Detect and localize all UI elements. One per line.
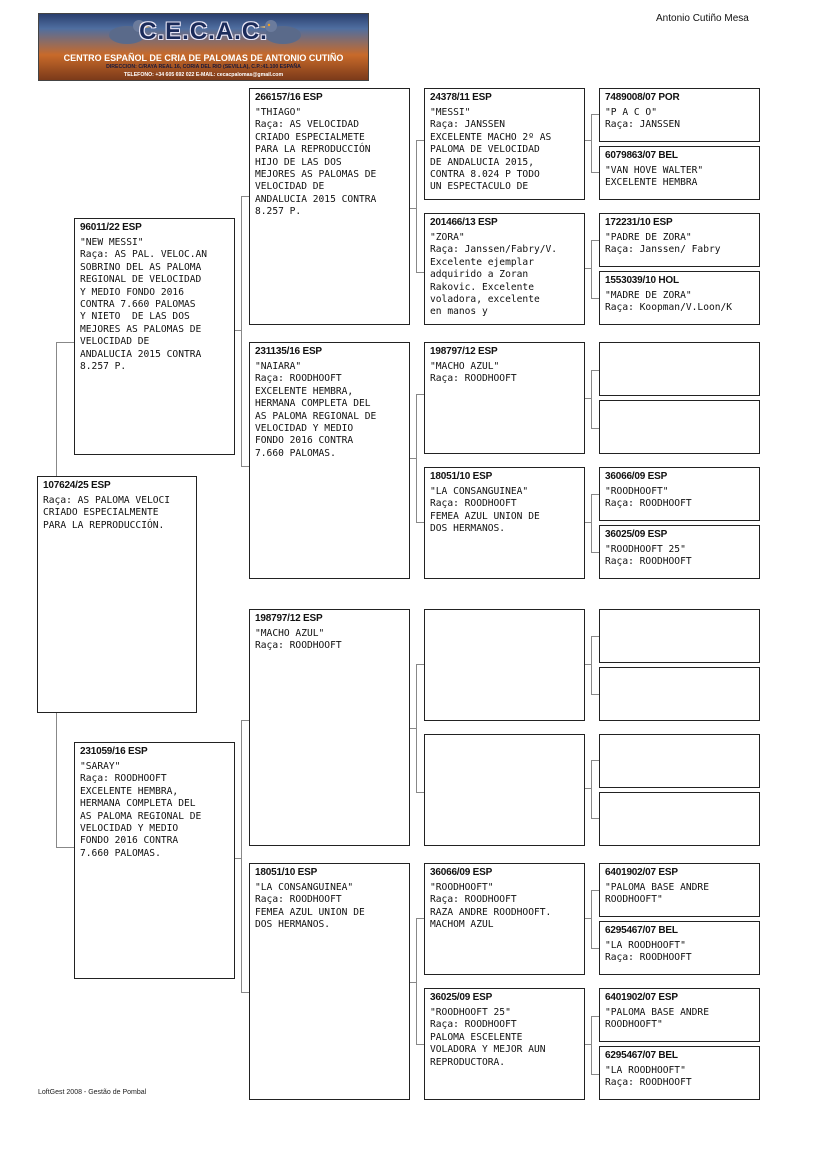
pigeon-description: "PALOMA BASE ANDRE ROODHOOFT" (605, 882, 709, 906)
pigeon-description: "NEW MESSI" Raça: AS PAL. VELOC.AN SOBRINO DEL AS PALOMA REGIONAL DE VELOCIDAD Y MEDIO FONDO 2016 CONTRA 7.660 PALOMAS Y NIETO DE LAS DOS MEJORES AS PALOMAS DE VELOCIDAD DE ANDALUCIA 2015 CONTRA 8.257 P. (80, 237, 208, 373)
pigeon-description: "P A C O" Raça: JANSSEN (605, 107, 681, 131)
logo-address: DIRECCION: C/RAYA REAL 16, CORIA DEL RIO (SEVILLA), C.P.:41.100 ESPAÑA (106, 64, 301, 70)
logo-subtitle: CENTRO ESPAÑOL DE CRIA DE PALOMAS DE ANTONIO CUTIÑO (63, 53, 344, 63)
pigeon-description: "ROODHOOFT" Raça: ROODHOOFT (605, 486, 692, 510)
pigeon-card-g13[interactable] (599, 863, 760, 917)
pigeon-card-g4[interactable] (599, 271, 760, 325)
pigeon-card-sss[interactable] (424, 88, 585, 200)
pigeon-card-g15[interactable] (599, 988, 760, 1042)
ring-number: 201466/13 ESP (430, 217, 498, 228)
pigeon-description: "LA ROODHOOFT" Raça: ROODHOOFT (605, 940, 692, 964)
pigeon-description: "LA ROODHOOFT" Raça: ROODHOOFT (605, 1065, 692, 1089)
ring-number: 36025/09 ESP (430, 992, 493, 1003)
ring-number: 231059/16 ESP (80, 746, 148, 757)
pigeon-card-g3[interactable] (599, 213, 760, 267)
ring-number: 198797/12 ESP (430, 346, 498, 357)
pigeon-description: "PADRE DE ZORA" Raça: Janssen/ Fabry (605, 232, 721, 256)
pigeon-card-g8[interactable] (599, 525, 760, 579)
software-footer: LoftGest 2008 - Gestão de Pombal (38, 1089, 147, 1096)
pigeon-description: "MESSI" Raça: JANSSEN EXCELENTE MACHO 2º AS PALOMA DE VELOCIDAD DE ANDALUCIA 2015, CONTRA 8.024 P TODO UN ESPECTACULO DE (430, 107, 552, 193)
pigeon-description: "SARAY" Raça: ROODHOOFT EXCELENTE HEMBRA, HERMANA COMPLETA DEL AS PALOMA REGIONAL DE VELOCIDAD Y MEDIO FONDO 2016 CONTRA 7.660 PALOMAS. (80, 761, 202, 859)
pigeon-description: "VAN HOVE WALTER" EXCELENTE HEMBRA (605, 165, 704, 189)
pigeon-card-dam[interactable] (74, 742, 235, 979)
ring-number: 6401902/07 ESP (605, 992, 678, 1003)
pigeon-description: Raça: AS PALOMA VELOCI CRIADO ESPECIALMENTE PARA LA REPRODUCCIÓN. (43, 495, 171, 531)
ring-number: 18051/10 ESP (430, 471, 493, 482)
ring-number: 36066/09 ESP (430, 867, 493, 878)
pigeon-description: "THIAGO" Raça: AS VELOCIDAD CRIADO ESPECIALMETE PARA LA REPRODUCCIÓN HIJO DE LAS DOS MEJORES AS PALOMAS DE VELOCIDAD DE ANDALUCIA 2015 CONTRA 8.257 P. (255, 107, 377, 218)
ring-number: 7489008/07 POR (605, 92, 680, 103)
pigeon-card-dds[interactable] (424, 863, 585, 975)
pigeon-card-sds[interactable] (424, 342, 585, 454)
pigeon-card-g10[interactable] (599, 667, 760, 721)
ring-number: 96011/22 ESP (80, 222, 142, 233)
ring-number: 18051/10 ESP (255, 867, 318, 878)
pigeon-card-g1[interactable] (599, 88, 760, 142)
pigeon-card-g6[interactable] (599, 400, 760, 454)
ring-number: 231135/16 ESP (255, 346, 322, 357)
pigeon-description: "MACHO AZUL" Raça: ROODHOOFT (255, 628, 342, 652)
pigeon-description: "LA CONSANGUINEA" Raça: ROODHOOFT FEMEA AZUL UNION DE DOS HERMANOS. (430, 486, 540, 535)
pigeon-card-ssd[interactable] (424, 213, 585, 325)
ring-number: 198797/12 ESP (255, 613, 323, 624)
pigeon-card-g14[interactable] (599, 921, 760, 975)
pigeon-card-ddd[interactable] (424, 988, 585, 1100)
ring-number: 266157/16 ESP (255, 92, 323, 103)
pigeon-card-sire-dam[interactable] (249, 342, 410, 579)
logo-contact: TELEFONO: +34 605 692 022 E-MAIL: cecacpalomas@gmail.com (123, 72, 284, 78)
pigeon-description: "ROODHOOFT" Raça: ROODHOOFT RAZA ANDRE ROODHOOFT. MACHOM AZUL (430, 882, 552, 931)
logo-title: C.E.C.A.C. (139, 18, 268, 45)
ring-number: 6295467/07 BEL (605, 1050, 678, 1061)
pigeon-card-subject[interactable] (37, 476, 197, 713)
pigeon-description: "LA CONSANGUINEA" Raça: ROODHOOFT FEMEA AZUL UNION DE DOS HERMANOS. (255, 882, 365, 931)
ring-number: 6079863/07 BEL (605, 150, 678, 161)
pigeon-card-g9[interactable] (599, 609, 760, 663)
ring-number: 24378/11 ESP (430, 92, 492, 103)
ring-number: 36025/09 ESP (605, 529, 668, 540)
owner-name: Antonio Cutiño Mesa (656, 13, 749, 24)
pigeon-description: "PALOMA BASE ANDRE ROODHOOFT" (605, 1007, 709, 1031)
pigeon-card-g11[interactable] (599, 734, 760, 788)
ring-number: 172231/10 ESP (605, 217, 673, 228)
pigeon-description: "ROODHOOFT 25" Raça: ROODHOOFT PALOMA ESCELENTE VOLADORA Y MEJOR AUN REPRODUCTORA. (430, 1007, 546, 1068)
pigeon-card-g7[interactable] (599, 467, 760, 521)
pigeon-card-g2[interactable] (599, 146, 760, 200)
pigeon-card-sire-sire[interactable] (249, 88, 410, 325)
pigeon-description: "MACHO AZUL" Raça: ROODHOOFT (430, 361, 517, 385)
pigeon-card-g16[interactable] (599, 1046, 760, 1100)
ring-number: 1553039/10 HOL (605, 275, 679, 286)
pigeon-card-dsd[interactable] (424, 734, 585, 846)
ring-number: 6295467/07 BEL (605, 925, 678, 936)
pigeon-card-dam-sire[interactable] (249, 609, 410, 846)
pigeon-card-sire[interactable] (74, 218, 235, 455)
pigeon-description: "ZORA" Raça: Janssen/Fabry/V. Excelente ejemplar adquirido a Zoran Rakovic. Excelente voladora, excelente en manos y (430, 232, 558, 318)
club-logo (38, 13, 369, 81)
pigeon-description: "NAIARA" Raça: ROODHOOFT EXCELENTE HEMBRA, HERMANA COMPLETA DEL AS PALOMA REGIONAL DE VELOCIDAD Y MEDIO FONDO 2016 CONTRA 7.660 PALOMAS. (255, 361, 377, 459)
ring-number: 6401902/07 ESP (605, 867, 678, 878)
pigeon-card-dss[interactable] (424, 609, 585, 721)
pigeon-description: "MADRE DE ZORA" Raça: Koopman/V.Loon/K (605, 290, 733, 314)
pigeon-description: "ROODHOOFT 25" Raça: ROODHOOFT (605, 544, 692, 568)
pigeon-card-dam-dam[interactable] (249, 863, 410, 1100)
ring-number: 36066/09 ESP (605, 471, 668, 482)
ring-number: 107624/25 ESP (43, 480, 111, 491)
pigeon-card-g5[interactable] (599, 342, 760, 396)
pigeon-card-sdd[interactable] (424, 467, 585, 579)
pigeon-card-g12[interactable] (599, 792, 760, 846)
